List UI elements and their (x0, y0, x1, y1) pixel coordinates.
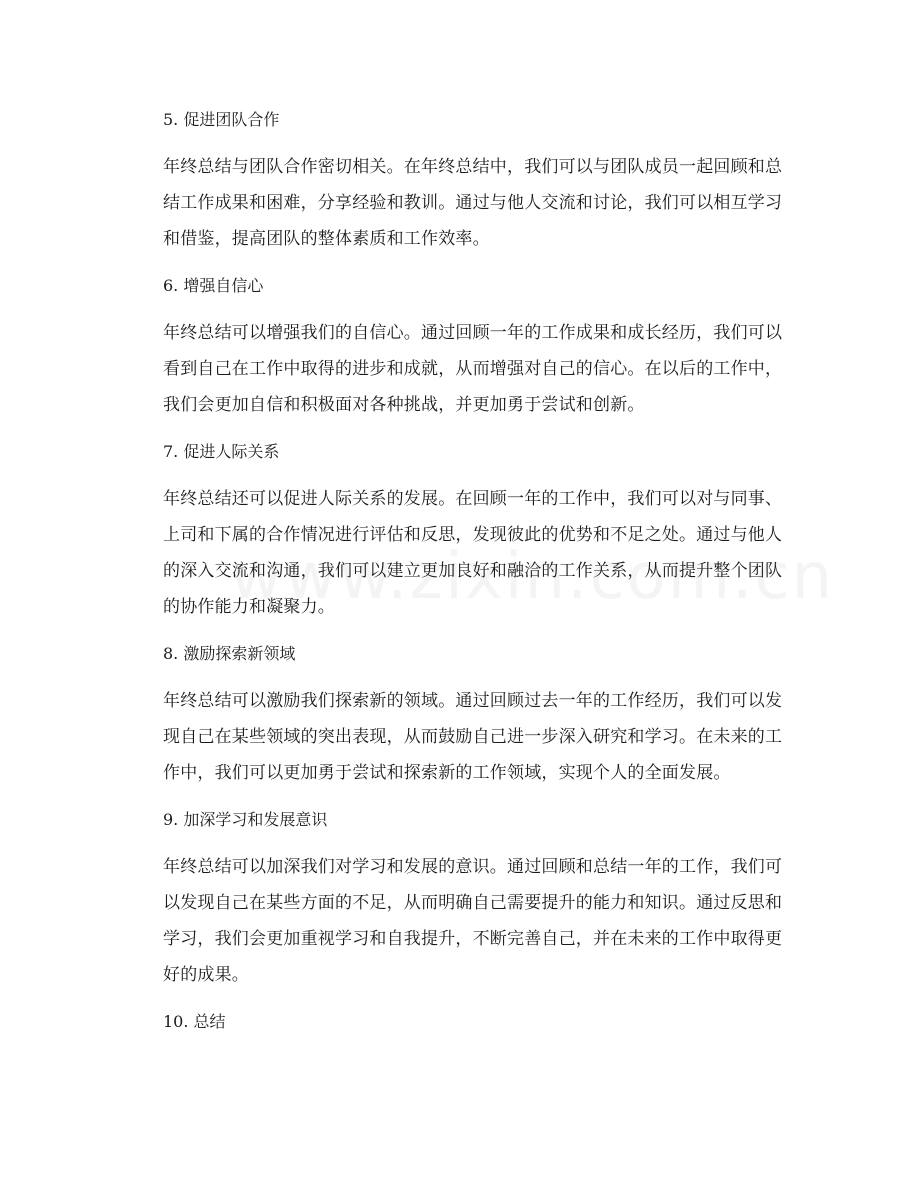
section-heading: 5. 促进团队合作 (163, 110, 280, 129)
section-5 (163, 103, 793, 257)
document-body (163, 103, 793, 1051)
section-heading: 8. 激励探索新领域 (163, 644, 296, 663)
section-paragraph: 年终总结可以加深我们对学习和发展的意识。通过回顾和总结一年的工作，我们可以发现自己在某些方面的不足，从而明确自己需要提升的能力和知识。通过反思和学习，我们会更加重视学习和自我提升，不断完善自己，并在未来的工作中取得更好的成果。 (163, 857, 783, 985)
section-6 (163, 269, 793, 423)
section-paragraph: 年终总结还可以促进人际关系的发展。在回顾一年的工作中，我们可以对与同事、上司和下属的合作情况进行评估和反思，发现彼此的优势和不足之处。通过与他人的深入交流和沟通，我们可以建立更加良好和融洽的工作关系，从而提升整个团队的协作能力和凝聚力。 (163, 489, 783, 617)
section-10 (163, 1005, 793, 1039)
section-8 (163, 637, 793, 791)
section-paragraph: 年终总结可以增强我们的自信心。通过回顾一年的工作成果和成长经历，我们可以看到自己在工作中取得的进步和成就，从而增强对自己的信心。在以后的工作中，我们会更加自信和积极面对各种挑战，并更加勇于尝试和创新。 (163, 323, 783, 415)
section-heading: 10. 总结 (163, 1012, 226, 1031)
section-paragraph: 年终总结可以激励我们探索新的领域。通过回顾过去一年的工作经历，我们可以发现自己在某些领域的突出表现，从而鼓励自己进一步深入研究和学习。在未来的工作中，我们可以更加勇于尝试和探索新的工作领域，实现个人的全面发展。 (163, 691, 783, 783)
section-heading: 9. 加深学习和发展意识 (163, 810, 328, 829)
section-heading: 7. 促进人际关系 (163, 442, 280, 461)
section-heading: 6. 增强自信心 (163, 276, 264, 295)
section-9 (163, 803, 793, 993)
section-7 (163, 435, 793, 625)
section-paragraph: 年终总结与团队合作密切相关。在年终总结中，我们可以与团队成员一起回顾和总结工作成果和困难，分享经验和教训。通过与他人交流和讨论，我们可以相互学习和借鉴，提高团队的整体素质和工作效率。 (163, 157, 783, 249)
